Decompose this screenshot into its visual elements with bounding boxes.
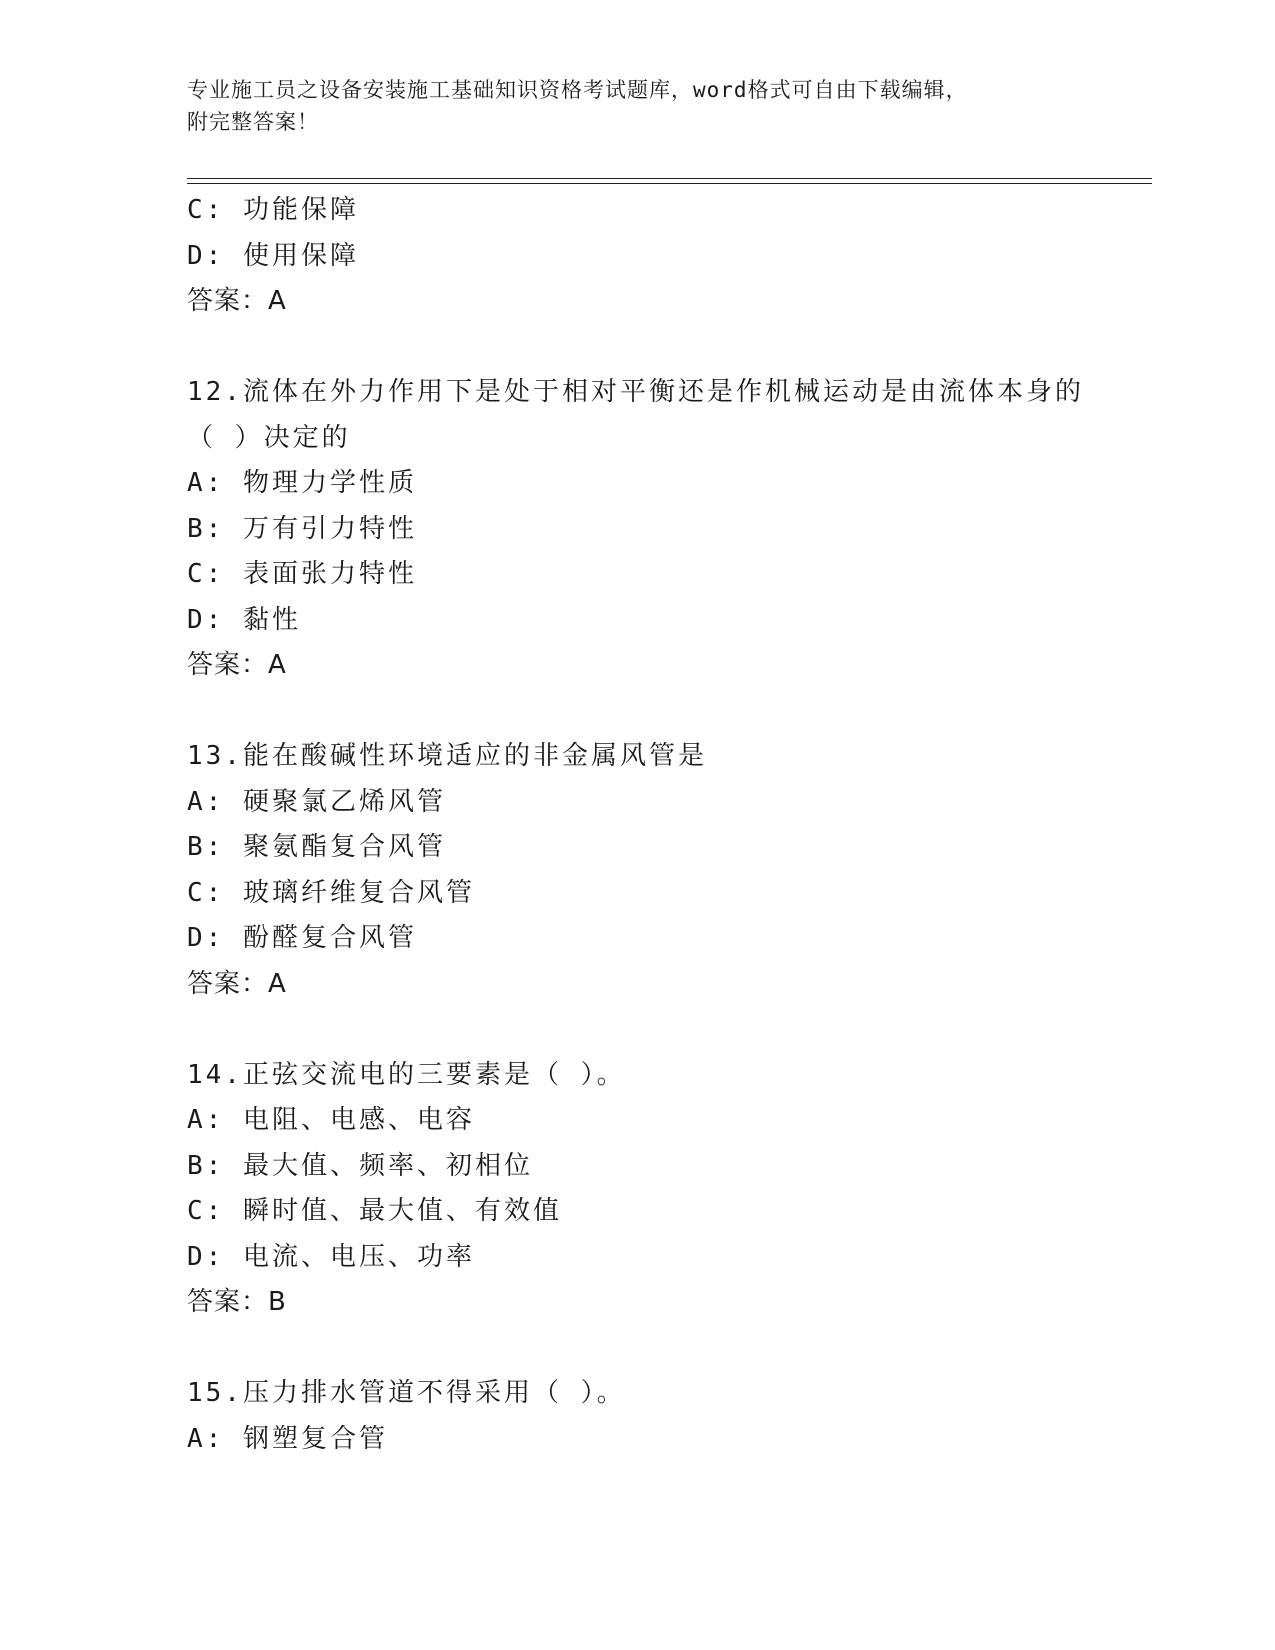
question-14	[187, 1053, 1152, 1326]
question-stem: 14.正弦交流电的三要素是（ ）。	[187, 1059, 626, 1090]
option-d: D: 黏性	[187, 604, 301, 635]
question-stem: 12.流体在外力作用下是处于相对平衡还是作机械运动是由流体本身的	[187, 377, 1084, 407]
spacer	[187, 1007, 1152, 1053]
option-c: C: 功能保障	[187, 195, 359, 225]
question-list	[187, 188, 1152, 1462]
option-a: A: 电阻、电感、电容	[187, 1105, 475, 1135]
question-stem: 15.压力排水管道不得采用（ ）。	[187, 1378, 626, 1408]
question-stem: 13.能在酸碱性环境适应的非金属风管是	[187, 741, 707, 771]
option-d: D: 使用保障	[187, 240, 359, 271]
option-c: C: 表面张力特性	[187, 559, 417, 589]
question-13	[187, 734, 1152, 1007]
spacer	[187, 325, 1152, 371]
prev-question-block	[187, 188, 1152, 325]
option-a: A: 钢塑复合管	[187, 1423, 388, 1454]
spacer	[187, 689, 1152, 735]
option-c: C: 瞬时值、最大值、有效值	[187, 1196, 562, 1226]
spacer	[187, 1326, 1152, 1372]
question-12	[187, 370, 1152, 689]
option-c: C: 玻璃纤维复合风管	[187, 877, 475, 908]
option-b: B: 最大值、频率、初相位	[187, 1150, 533, 1181]
answer-line: 答案：A	[187, 968, 287, 999]
header-line-2: 附完整答案！	[187, 110, 319, 134]
option-d: D: 电流、电压、功率	[187, 1241, 475, 1272]
header-divider-bottom	[187, 183, 1152, 184]
question-stem-continued: （ ）决定的	[187, 422, 351, 453]
option-a: A: 物理力学性质	[187, 468, 417, 498]
answer-line: 答案：A	[187, 286, 287, 316]
header-line-1: 专业施工员之设备安装施工基础知识资格考试题库，word格式可自由下载编辑，	[187, 78, 968, 102]
option-a: A: 硬聚氯乙烯风管	[187, 786, 446, 817]
question-15	[187, 1371, 1152, 1462]
option-d: D: 酚醛复合风管	[187, 923, 417, 953]
answer-line: 答案：B	[187, 1287, 287, 1317]
answer-line: 答案：A	[187, 650, 287, 680]
page-header	[187, 74, 1087, 138]
option-b: B: 万有引力特性	[187, 513, 417, 544]
option-b: B: 聚氨酯复合风管	[187, 832, 446, 862]
header-divider-top	[187, 178, 1152, 179]
